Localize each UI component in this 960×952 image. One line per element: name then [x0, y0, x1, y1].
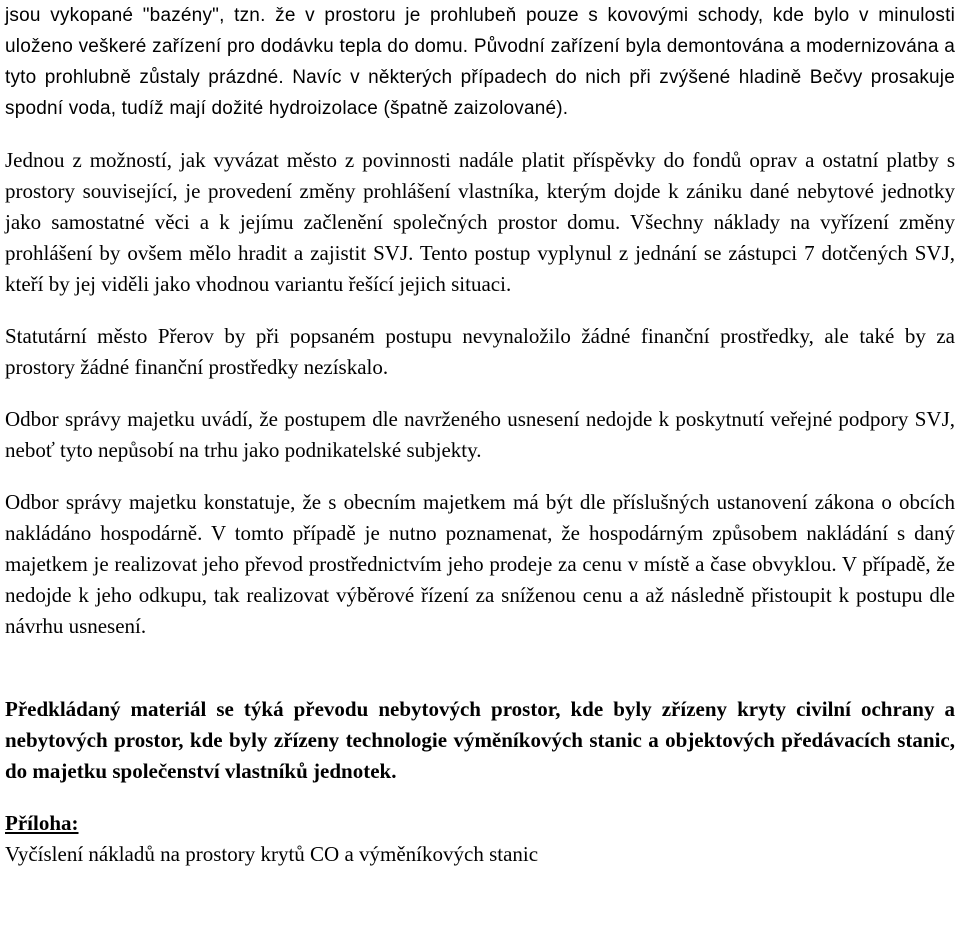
paragraph-costs: Statutární město Přerov by při popsaném postupu nevynaložilo žádné finanční prostředky, ale také by za prostory žádné finanční prostředky nezískalo.	[5, 324, 955, 379]
paragraph-gap	[5, 642, 955, 694]
paragraph-gap	[5, 300, 955, 321]
paragraph-basins: jsou vykopané "bazény", tzn. že v prostoru je prohlubeň pouze s kovovými schody, kde bylo v minulosti uloženo veškeré zařízení pro dodávku tepla do domu. Původní zařízení byla demontována a modernizována a tyto prohlubně zůstaly prázdné. Navíc v některých případech do nich při zvýšené hladině Bečvy prosakuje spodní voda, tudíž mají dožité hydroizolace (špatně zaizolované).	[5, 5, 955, 119]
paragraph-gap	[5, 124, 955, 145]
attachment-title: Příloha:	[5, 811, 79, 835]
paragraph-options: Jednou z možností, jak vyvázat město z povinnosti nadále platit příspěvky do fondů oprav a ostatní platby s prostory související, je provedení změny prohlášení vlastníka, kterým dojde k zániku dané nebytové jednotky jako samostatné věci a k jejímu začlenění společných prostor domu. Všechny náklady na vyřízení změny prohlášení by ovšem mělo hradit a zajistit SVJ. Tento postup vyplynul z jednání se zástupci 7 dotčených SVJ, kteří by jej viděli jako vhodnou variantu řešící jejich situaci.	[5, 148, 955, 296]
paragraph-public-support: Odbor správy majetku uvádí, že postupem dle navrženého usnesení nedojde k poskytnutí veřejné podpory SVJ, neboť tyto nepůsobí na trhu jako podnikatelské subjekty.	[5, 407, 955, 462]
paragraph-gap	[5, 787, 955, 808]
paragraph-economy: Odbor správy majetku konstatuje, že s obecním majetkem má být dle příslušných ustanovení zákona o obcích nakládáno hospodárně. V tomto případě je nutno poznamenat, že hospodárným způsobem nakládání s daný majetkem je realizovat jeho převod prostřednictvím jeho prodeje za cenu v místě a čase obvyklou. V případě, že nedojde k jeho odkupu, tak realizovat výběrové řízení za sníženou cenu a až následně přistoupit k postupu dle návrhu usnesení.	[5, 490, 955, 638]
document-page	[5, 0, 955, 870]
attachment-item: Vyčíslení nákladů na prostory krytů CO a výměníkových stanic	[5, 842, 539, 866]
paragraph-gap	[5, 466, 955, 487]
paragraph-gap	[5, 383, 955, 404]
paragraph-summary: Předkládaný materiál se týká převodu nebytových prostor, kde byly zřízeny kryty civilní ochrany a nebytových prostor, kde byly zřízeny technologie výměníkových stanic a objektových předávacích stanic, do majetku společenství vlastníků jednotek.	[5, 697, 955, 783]
